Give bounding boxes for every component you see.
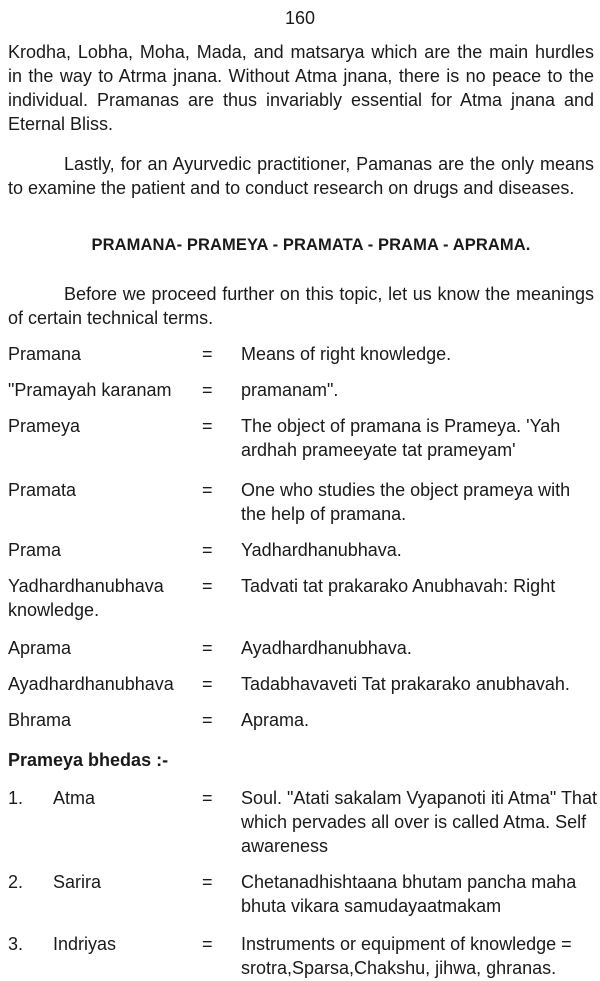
equals-sign: = — [202, 344, 213, 364]
term-label: Prameya — [8, 416, 81, 436]
equals-sign: = — [202, 710, 213, 730]
paragraph-3: Before we proceed further on this topic, let us know the meanings of certain technical terms. — [8, 284, 594, 328]
list-number: 1. — [8, 788, 24, 808]
term-definition: Chetanadhishtaana bhutam pancha maha bhuta vikara samudayaatmakam — [241, 872, 577, 916]
equals-sign: = — [202, 674, 213, 694]
term-definition: Tadvati tat prakarako Anubhavah: Right knowledge. — [8, 576, 556, 620]
equals-sign: = — [202, 788, 213, 808]
term-definition: One who studies the object prameya with the help of pramana. — [241, 480, 571, 524]
prameya-bhedas-heading: Prameya bhedas :- — [8, 750, 169, 770]
term-definition: Soul. "Atati sakalam Vyapanoti iti Atma" That which pervades all over is called Atma. Self awareness — [241, 788, 597, 856]
equals-sign: = — [202, 872, 213, 892]
equals-sign: = — [202, 638, 213, 658]
paragraph-2: Lastly, for an Ayurvedic practitioner, Pamanas are the only means to examine the patient and to conduct research on drugs and diseases. — [8, 154, 594, 198]
term-definition: Ayadhardhanubhava. — [241, 638, 412, 658]
equals-sign: = — [202, 934, 213, 954]
term-definition: pramanam". — [241, 380, 339, 400]
term-definition: Means of right knowledge. — [241, 344, 452, 364]
term-label: Atma — [53, 788, 96, 808]
term-definition: The object of pramana is Prameya. 'Yah ardhah prameeyate tat prameyam' — [241, 416, 561, 460]
term-label: Indriyas — [53, 934, 117, 954]
section-heading: PRAMANA- PRAMEYA - PRAMATA - PRAMA - APRAMA. — [91, 236, 531, 254]
equals-sign: = — [202, 416, 213, 436]
equals-sign: = — [202, 576, 213, 596]
term-label: Prama — [8, 540, 62, 560]
equals-sign: = — [202, 380, 213, 400]
term-label: Sarira — [53, 872, 102, 892]
page-number: 160 — [284, 8, 316, 28]
term-label: Ayadhardhanubhava — [8, 674, 174, 694]
term-definition: Aprama. — [241, 710, 310, 730]
list-number: 3. — [8, 934, 24, 954]
term-label: Bhrama — [8, 710, 72, 730]
term-label: Pramata — [8, 480, 77, 500]
term-label: Pramana — [8, 344, 82, 364]
term-label: Aprama — [8, 638, 72, 658]
term-label: Yadhardhanubhava — [8, 576, 164, 596]
equals-sign: = — [202, 540, 213, 560]
term-definition: Instruments or equipment of knowledge = srotra,Sparsa,Chakshu, jihwa, ghranas. — [241, 934, 572, 978]
term-definition: Tadabhavaveti Tat prakarako anubhavah. — [241, 674, 570, 694]
equals-sign: = — [202, 480, 213, 500]
term-label: "Pramayah karanam — [8, 380, 172, 400]
term-definition: Yadhardhanubhava. — [241, 540, 402, 560]
list-number: 2. — [8, 872, 24, 892]
paragraph-1: Krodha, Lobha, Moha, Mada, and matsarya which are the main hurdles in the way to Atrma jnana. Without Atma jnana, there is no peace to the individual. Pramanas are thus invariably essential for Atma jnana and Eternal Bliss. — [8, 42, 594, 134]
